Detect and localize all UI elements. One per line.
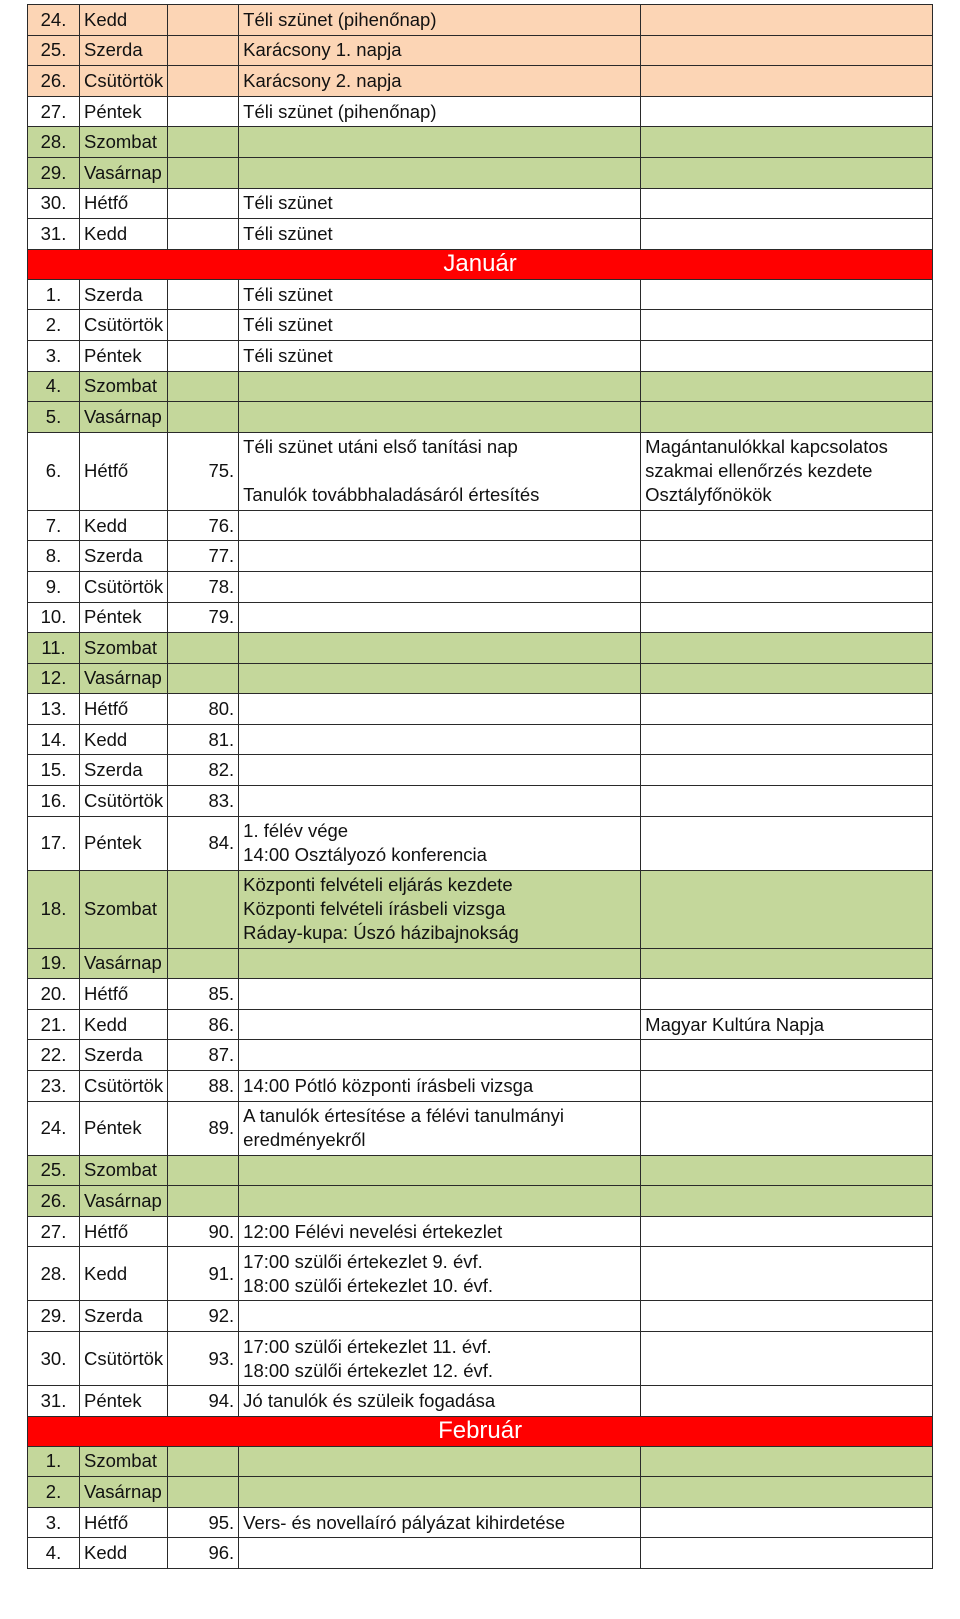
note-cell <box>641 188 933 219</box>
day-number: 7. <box>28 510 80 541</box>
event-cell <box>239 432 641 510</box>
day-number: 30. <box>28 1332 80 1386</box>
event-cell <box>239 35 641 66</box>
day-number: 11. <box>28 633 80 664</box>
weekday-name: Csütörtök <box>80 571 168 602</box>
day-number: 31. <box>28 1386 80 1417</box>
school-day-count <box>168 1186 239 1217</box>
weekday-name: Csütörtök <box>80 1071 168 1102</box>
day-number: 28. <box>28 1247 80 1301</box>
note-cell <box>641 1101 933 1155</box>
weekday-name: Hétfő <box>80 188 168 219</box>
event-line: Központi felvételi eljárás kezdete <box>243 874 513 896</box>
event-cell <box>239 1538 641 1569</box>
school-day-count <box>168 279 239 310</box>
note-cell <box>641 1386 933 1417</box>
school-day-count: 92. <box>168 1301 239 1332</box>
calendar-row <box>28 602 933 633</box>
event-cell <box>239 663 641 694</box>
calendar-row <box>28 35 933 66</box>
note-cell <box>641 1155 933 1186</box>
weekday-name: Péntek <box>80 1386 168 1417</box>
event-cell <box>239 510 641 541</box>
calendar-table <box>27 4 933 1569</box>
day-number: 2. <box>28 1477 80 1508</box>
calendar-row <box>28 188 933 219</box>
event-line: 14:00 Osztályozó konferencia <box>243 844 487 866</box>
event-cell <box>239 694 641 725</box>
weekday-name: Csütörtök <box>80 310 168 341</box>
day-number: 1. <box>28 279 80 310</box>
note-cell <box>641 219 933 250</box>
weekday-name: Vasárnap <box>80 663 168 694</box>
note-cell <box>641 1538 933 1569</box>
school-day-count: 95. <box>168 1507 239 1538</box>
day-number: 8. <box>28 541 80 572</box>
event-line: 14:00 Pótló központi írásbeli vizsga <box>243 1074 534 1096</box>
school-day-count: 80. <box>168 694 239 725</box>
calendar-row <box>28 219 933 250</box>
calendar-row <box>28 663 933 694</box>
event-line: Központi felvételi írásbeli vizsga <box>243 898 506 920</box>
school-day-count <box>168 219 239 250</box>
event-line: 18:00 szülői értekezlet 12. évf. <box>243 1359 494 1381</box>
note-line: Osztályfőnökök <box>645 484 772 506</box>
event-cell <box>239 157 641 188</box>
note-cell <box>641 1040 933 1071</box>
weekday-name: Szerda <box>80 1301 168 1332</box>
event-cell <box>239 402 641 433</box>
school-day-count <box>168 127 239 158</box>
weekday-name: Szombat <box>80 1446 168 1477</box>
event-cell <box>239 310 641 341</box>
school-day-count: 88. <box>168 1071 239 1102</box>
note-cell <box>641 1247 933 1301</box>
calendar-row <box>28 1507 933 1538</box>
note-cell <box>641 340 933 371</box>
event-cell <box>239 188 641 219</box>
day-number: 3. <box>28 340 80 371</box>
event-cell <box>239 1155 641 1186</box>
school-day-count <box>168 340 239 371</box>
day-number: 17. <box>28 816 80 870</box>
weekday-name: Hétfő <box>80 1507 168 1538</box>
event-cell <box>239 1040 641 1071</box>
event-cell <box>239 1477 641 1508</box>
calendar-row <box>28 510 933 541</box>
day-number: 12. <box>28 663 80 694</box>
note-cell <box>641 633 933 664</box>
weekday-name: Kedd <box>80 1009 168 1040</box>
calendar-body <box>28 5 933 1569</box>
weekday-name: Szerda <box>80 279 168 310</box>
weekday-name: Szerda <box>80 755 168 786</box>
note-cell <box>641 371 933 402</box>
calendar-row <box>28 127 933 158</box>
school-day-count: 79. <box>168 602 239 633</box>
school-day-count: 89. <box>168 1101 239 1155</box>
event-cell <box>239 1009 641 1040</box>
event-cell <box>239 541 641 572</box>
school-day-count: 91. <box>168 1247 239 1301</box>
note-cell <box>641 786 933 817</box>
day-number: 25. <box>28 1155 80 1186</box>
event-line: 17:00 szülői értekezlet 9. évf. <box>243 1250 483 1272</box>
event-cell <box>239 1247 641 1301</box>
note-cell <box>641 1507 933 1538</box>
calendar-row <box>28 432 933 510</box>
calendar-row <box>28 371 933 402</box>
note-line: Magántanulókkal kapcsolatos <box>645 436 888 458</box>
weekday-name: Hétfő <box>80 1216 168 1247</box>
note-cell <box>641 870 933 948</box>
weekday-name: Péntek <box>80 1101 168 1155</box>
day-number: 25. <box>28 35 80 66</box>
calendar-row <box>28 340 933 371</box>
note-cell <box>641 541 933 572</box>
day-number: 18. <box>28 870 80 948</box>
note-cell <box>641 755 933 786</box>
weekday-name: Vasárnap <box>80 948 168 979</box>
calendar-row <box>28 5 933 36</box>
event-cell <box>239 279 641 310</box>
day-number: 30. <box>28 188 80 219</box>
weekday-name: Szerda <box>80 35 168 66</box>
calendar-row <box>28 279 933 310</box>
event-cell <box>239 1301 641 1332</box>
school-day-count: 87. <box>168 1040 239 1071</box>
school-day-count <box>168 96 239 127</box>
event-line: Téli szünet <box>243 344 333 366</box>
note-cell <box>641 694 933 725</box>
event-line: 17:00 szülői értekezlet 11. évf. <box>243 1335 492 1357</box>
school-day-count <box>168 5 239 36</box>
day-number: 31. <box>28 219 80 250</box>
day-number: 1. <box>28 1446 80 1477</box>
day-number: 3. <box>28 1507 80 1538</box>
event-cell <box>239 1101 641 1155</box>
note-cell <box>641 724 933 755</box>
school-day-count <box>168 1446 239 1477</box>
school-day-count <box>168 870 239 948</box>
event-line: Téli szünet <box>243 192 333 214</box>
day-number: 27. <box>28 1216 80 1247</box>
month-header-row <box>28 249 933 279</box>
note-cell <box>641 979 933 1010</box>
day-number: 21. <box>28 1009 80 1040</box>
day-number: 15. <box>28 755 80 786</box>
day-number: 28. <box>28 127 80 158</box>
month-label: Január <box>28 249 933 279</box>
event-line: Karácsony 2. napja <box>243 69 402 91</box>
calendar-row <box>28 724 933 755</box>
calendar-row <box>28 633 933 664</box>
event-line: Téli szünet <box>243 222 333 244</box>
note-cell <box>641 402 933 433</box>
note-cell <box>641 1186 933 1217</box>
event-cell <box>239 571 641 602</box>
note-cell <box>641 157 933 188</box>
day-number: 2. <box>28 310 80 341</box>
event-cell <box>239 340 641 371</box>
event-cell <box>239 1071 641 1102</box>
note-cell <box>641 1477 933 1508</box>
day-number: 26. <box>28 1186 80 1217</box>
event-cell <box>239 948 641 979</box>
event-line: 18:00 szülői értekezlet 10. évf. <box>243 1274 494 1296</box>
note-cell <box>641 1216 933 1247</box>
note-cell <box>641 602 933 633</box>
school-day-count <box>168 371 239 402</box>
school-day-count: 76. <box>168 510 239 541</box>
school-day-count: 93. <box>168 1332 239 1386</box>
event-line: Vers- és novellaíró pályázat kihirdetése <box>243 1511 566 1533</box>
calendar-row <box>28 948 933 979</box>
calendar-row <box>28 310 933 341</box>
event-cell <box>239 786 641 817</box>
school-day-count: 77. <box>168 541 239 572</box>
weekday-name: Szerda <box>80 541 168 572</box>
event-cell <box>239 1507 641 1538</box>
event-line: Téli szünet (pihenőnap) <box>243 8 437 30</box>
weekday-name: Szombat <box>80 127 168 158</box>
event-line: 12:00 Félévi nevelési értekezlet <box>243 1220 503 1242</box>
event-line: Tanulók továbbhaladásáról értesítés <box>243 484 540 506</box>
weekday-name: Kedd <box>80 1247 168 1301</box>
event-cell <box>239 1332 641 1386</box>
weekday-name: Péntek <box>80 340 168 371</box>
school-day-count: 81. <box>168 724 239 755</box>
weekday-name: Szombat <box>80 870 168 948</box>
note-cell <box>641 279 933 310</box>
school-day-count: 86. <box>168 1009 239 1040</box>
calendar-row <box>28 1216 933 1247</box>
calendar-row <box>28 816 933 870</box>
event-line: Karácsony 1. napja <box>243 39 402 61</box>
calendar-row <box>28 786 933 817</box>
event-cell <box>239 1186 641 1217</box>
calendar-row <box>28 1386 933 1417</box>
day-number: 10. <box>28 602 80 633</box>
note-cell <box>641 571 933 602</box>
day-number: 29. <box>28 157 80 188</box>
weekday-name: Kedd <box>80 510 168 541</box>
note-cell <box>641 1009 933 1040</box>
event-cell <box>239 371 641 402</box>
day-number: 4. <box>28 371 80 402</box>
school-day-count: 85. <box>168 979 239 1010</box>
school-day-count: 83. <box>168 786 239 817</box>
school-day-count <box>168 402 239 433</box>
event-cell <box>239 219 641 250</box>
event-spacer <box>243 459 636 483</box>
school-day-count: 84. <box>168 816 239 870</box>
event-line: Téli szünet <box>243 283 333 305</box>
event-cell <box>239 1446 641 1477</box>
day-number: 5. <box>28 402 80 433</box>
calendar-row <box>28 1071 933 1102</box>
event-cell <box>239 1216 641 1247</box>
event-cell <box>239 96 641 127</box>
school-day-count <box>168 66 239 97</box>
school-day-count <box>168 948 239 979</box>
day-number: 20. <box>28 979 80 1010</box>
calendar-row <box>28 1101 933 1155</box>
weekday-name: Vasárnap <box>80 1477 168 1508</box>
note-cell <box>641 816 933 870</box>
note-cell <box>641 1301 933 1332</box>
calendar-row <box>28 1040 933 1071</box>
day-number: 27. <box>28 96 80 127</box>
weekday-name: Csütörtök <box>80 786 168 817</box>
school-day-count <box>168 1155 239 1186</box>
day-number: 6. <box>28 432 80 510</box>
calendar-row <box>28 157 933 188</box>
calendar-row <box>28 1247 933 1301</box>
note-cell <box>641 1332 933 1386</box>
school-day-count: 78. <box>168 571 239 602</box>
event-line: Téli szünet <box>243 314 333 336</box>
calendar-row <box>28 694 933 725</box>
weekday-name: Kedd <box>80 219 168 250</box>
note-cell <box>641 96 933 127</box>
weekday-name: Péntek <box>80 602 168 633</box>
event-line: A tanulók értesítése a félévi tanulmányi <box>243 1105 565 1127</box>
calendar-row <box>28 979 933 1010</box>
weekday-name: Kedd <box>80 724 168 755</box>
calendar-row <box>28 1301 933 1332</box>
event-cell <box>239 724 641 755</box>
weekday-name: Csütörtök <box>80 66 168 97</box>
note-cell <box>641 310 933 341</box>
school-day-count: 75. <box>168 432 239 510</box>
event-cell <box>239 602 641 633</box>
event-cell <box>239 633 641 664</box>
school-day-count <box>168 157 239 188</box>
school-day-count: 94. <box>168 1386 239 1417</box>
event-cell <box>239 66 641 97</box>
event-line: Téli szünet (pihenőnap) <box>243 100 437 122</box>
weekday-name: Szombat <box>80 633 168 664</box>
weekday-name: Vasárnap <box>80 1186 168 1217</box>
event-cell <box>239 127 641 158</box>
calendar-row <box>28 1446 933 1477</box>
note-line: Magyar Kultúra Napja <box>645 1013 825 1035</box>
school-day-count <box>168 310 239 341</box>
day-number: 19. <box>28 948 80 979</box>
calendar-row <box>28 66 933 97</box>
calendar-row <box>28 96 933 127</box>
event-cell <box>239 755 641 786</box>
weekday-name: Vasárnap <box>80 157 168 188</box>
day-number: 24. <box>28 5 80 36</box>
event-line: eredményekről <box>243 1129 366 1151</box>
event-cell <box>239 870 641 948</box>
day-number: 24. <box>28 1101 80 1155</box>
event-line: Jó tanulók és szüleik fogadása <box>243 1389 496 1411</box>
note-line: szakmai ellenőrzés kezdete <box>645 460 873 482</box>
calendar-row <box>28 1186 933 1217</box>
day-number: 13. <box>28 694 80 725</box>
calendar-row <box>28 1155 933 1186</box>
day-number: 22. <box>28 1040 80 1071</box>
weekday-name: Szombat <box>80 371 168 402</box>
weekday-name: Szombat <box>80 1155 168 1186</box>
note-cell <box>641 5 933 36</box>
school-day-count: 96. <box>168 1538 239 1569</box>
calendar-row <box>28 1538 933 1569</box>
school-day-count: 82. <box>168 755 239 786</box>
calendar-row <box>28 571 933 602</box>
weekday-name: Vasárnap <box>80 402 168 433</box>
note-cell <box>641 127 933 158</box>
school-day-count: 90. <box>168 1216 239 1247</box>
calendar-row <box>28 1477 933 1508</box>
calendar-row <box>28 1332 933 1386</box>
weekday-name: Csütörtök <box>80 1332 168 1386</box>
school-day-count <box>168 1477 239 1508</box>
event-line: 1. félév vége <box>243 820 349 842</box>
day-number: 29. <box>28 1301 80 1332</box>
note-cell <box>641 948 933 979</box>
day-number: 4. <box>28 1538 80 1569</box>
day-number: 23. <box>28 1071 80 1102</box>
calendar-row <box>28 1009 933 1040</box>
note-cell <box>641 66 933 97</box>
calendar-row <box>28 402 933 433</box>
school-day-count <box>168 663 239 694</box>
day-number: 26. <box>28 66 80 97</box>
weekday-name: Kedd <box>80 5 168 36</box>
school-day-count <box>168 633 239 664</box>
weekday-name: Péntek <box>80 96 168 127</box>
weekday-name: Péntek <box>80 816 168 870</box>
weekday-name: Hétfő <box>80 432 168 510</box>
note-cell <box>641 1071 933 1102</box>
day-number: 16. <box>28 786 80 817</box>
school-day-count <box>168 35 239 66</box>
month-label: Február <box>28 1416 933 1446</box>
event-line: Ráday-kupa: Úszó házibajnokság <box>243 922 519 944</box>
event-cell <box>239 979 641 1010</box>
calendar-row <box>28 755 933 786</box>
weekday-name: Hétfő <box>80 979 168 1010</box>
note-cell <box>641 663 933 694</box>
day-number: 14. <box>28 724 80 755</box>
event-cell <box>239 816 641 870</box>
calendar-row <box>28 870 933 948</box>
note-cell <box>641 1446 933 1477</box>
event-cell <box>239 5 641 36</box>
weekday-name: Kedd <box>80 1538 168 1569</box>
month-header-row <box>28 1416 933 1446</box>
school-day-count <box>168 188 239 219</box>
event-line: Téli szünet utáni első tanítási nap <box>243 436 518 458</box>
day-number: 9. <box>28 571 80 602</box>
note-cell <box>641 35 933 66</box>
note-cell <box>641 510 933 541</box>
event-cell <box>239 1386 641 1417</box>
weekday-name: Hétfő <box>80 694 168 725</box>
weekday-name: Szerda <box>80 1040 168 1071</box>
calendar-row <box>28 541 933 572</box>
note-cell <box>641 432 933 510</box>
